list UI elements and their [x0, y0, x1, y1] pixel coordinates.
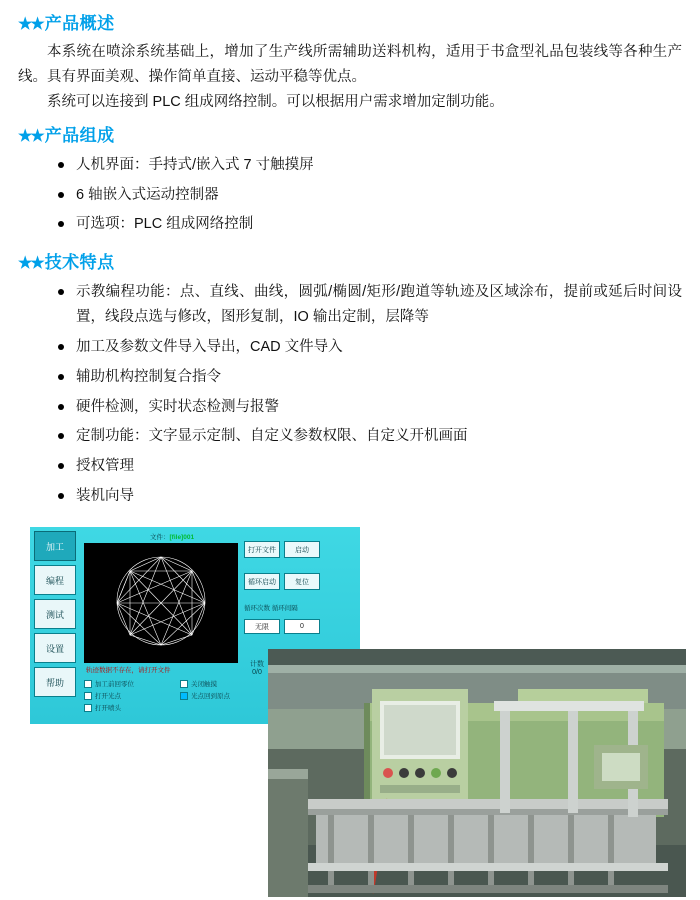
hmi-checkbox-label: 加工前回零位: [95, 681, 134, 689]
hmi-checkbox-laser-return-origin[interactable]: [180, 691, 276, 700]
hmi-trajectory-canvas[interactable]: [84, 543, 238, 663]
list-item: 可选项：PLC 组成网络控制: [58, 212, 682, 237]
figure-group: [18, 527, 682, 887]
section-heading-overview-text: 产品概述: [44, 14, 115, 33]
hmi-cycle-count-input[interactable]: 无限: [244, 619, 280, 634]
hmi-checkbox-label: 关闭触摸: [191, 681, 217, 689]
list-item: 6 轴嵌入式运动控制器: [58, 183, 682, 208]
hmi-file-name: [file]001: [169, 534, 195, 542]
hmi-tab-machining[interactable]: 加工: [34, 531, 76, 561]
hmi-checkbox-disable-touch[interactable]: [180, 679, 276, 688]
hmi-checkbox-label: 打开喷头: [95, 705, 121, 713]
machine-photo: [268, 649, 686, 897]
star-decoration-icon: ★★: [18, 16, 43, 33]
hmi-counter-label: 计数: [250, 661, 264, 669]
hmi-file-label: [150, 532, 194, 541]
hmi-reset-button[interactable]: 复位: [284, 573, 320, 590]
hmi-checkbox-label: 打开光点: [95, 693, 121, 701]
hmi-cycle-start-button[interactable]: 循环启动: [244, 573, 280, 590]
checkbox-icon: [84, 680, 92, 688]
hmi-checkbox-open-nozzle[interactable]: [84, 703, 180, 712]
list-item: 定制功能：文字显示定制、自定义参数权限、自定义开机画面: [58, 424, 682, 449]
hmi-cycle-labels: 循环次数 循环间隔: [244, 605, 298, 613]
checkbox-icon: [84, 692, 92, 700]
hmi-checkbox-label: 光点回到原点: [191, 693, 230, 701]
hmi-start-button[interactable]: 启动: [284, 541, 320, 558]
hmi-file-label-text: 文件：: [150, 534, 170, 542]
composition-list: [18, 153, 682, 238]
hmi-cycle-interval-input[interactable]: 0: [284, 619, 320, 634]
hmi-option-checkboxes: [84, 679, 284, 715]
section-heading-features-text: 技术特点: [44, 253, 115, 273]
hmi-tab-help[interactable]: 帮助: [34, 667, 76, 697]
list-item: 授权管理: [58, 454, 682, 479]
checkbox-icon: [84, 704, 92, 712]
section-heading-composition-text: 产品组成: [44, 126, 115, 146]
hmi-tab-test[interactable]: 测试: [34, 599, 76, 629]
hmi-open-file-button[interactable]: 打开文件: [244, 541, 280, 558]
hmi-tab-settings[interactable]: 设置: [34, 633, 76, 663]
section-heading-features: [18, 251, 682, 275]
list-item: 示教编程功能：点、直线、曲线，圆弧/椭圆/矩形/跑道等轨迹及区域涂布，提前或延后时间设置，线段点选与修改，图形复制，IO 输出定制，层降等: [58, 280, 682, 330]
list-item: 辅助机构控制复合指令: [58, 365, 682, 390]
list-item: 装机向导: [58, 484, 682, 509]
star-decoration-icon: ★★: [18, 128, 43, 146]
overview-paragraph-2: 系统可以连接到 PLC 组成网络控制。可以根据用户需求增加定制功能。: [47, 94, 504, 111]
hmi-checkbox-open-laser-point[interactable]: [84, 691, 180, 700]
hmi-status-text: 轨迹数据不存在，请打开文件: [86, 667, 171, 675]
list-item: 人机界面：手持式/嵌入式 7 寸触摸屏: [58, 153, 682, 178]
list-item: 加工及参数文件导入导出，CAD 文件导入: [58, 335, 682, 360]
hmi-checkbox-home-before-machining[interactable]: [84, 679, 180, 688]
checkbox-icon-checked: [180, 692, 188, 700]
features-list: [18, 280, 682, 510]
star-decoration-icon: ★★: [18, 255, 43, 273]
hmi-tab-bar: [34, 531, 78, 701]
overview-paragraph-1: 本系统在喷涂系统基础上，增加了生产线所需辅助送料机构，适用于书盒型礼品包装线等各种生产线。具有界面美观、操作简单直接、运动平稳等优点。: [18, 44, 682, 86]
section-heading-composition: [18, 124, 682, 148]
hmi-counter-value: 0/0: [252, 669, 262, 677]
checkbox-icon: [180, 680, 188, 688]
hmi-tab-programming[interactable]: 编程: [34, 565, 76, 595]
list-item: 硬件检测，实时状态检测与报警: [58, 395, 682, 420]
section-heading-overview: [18, 12, 682, 36]
